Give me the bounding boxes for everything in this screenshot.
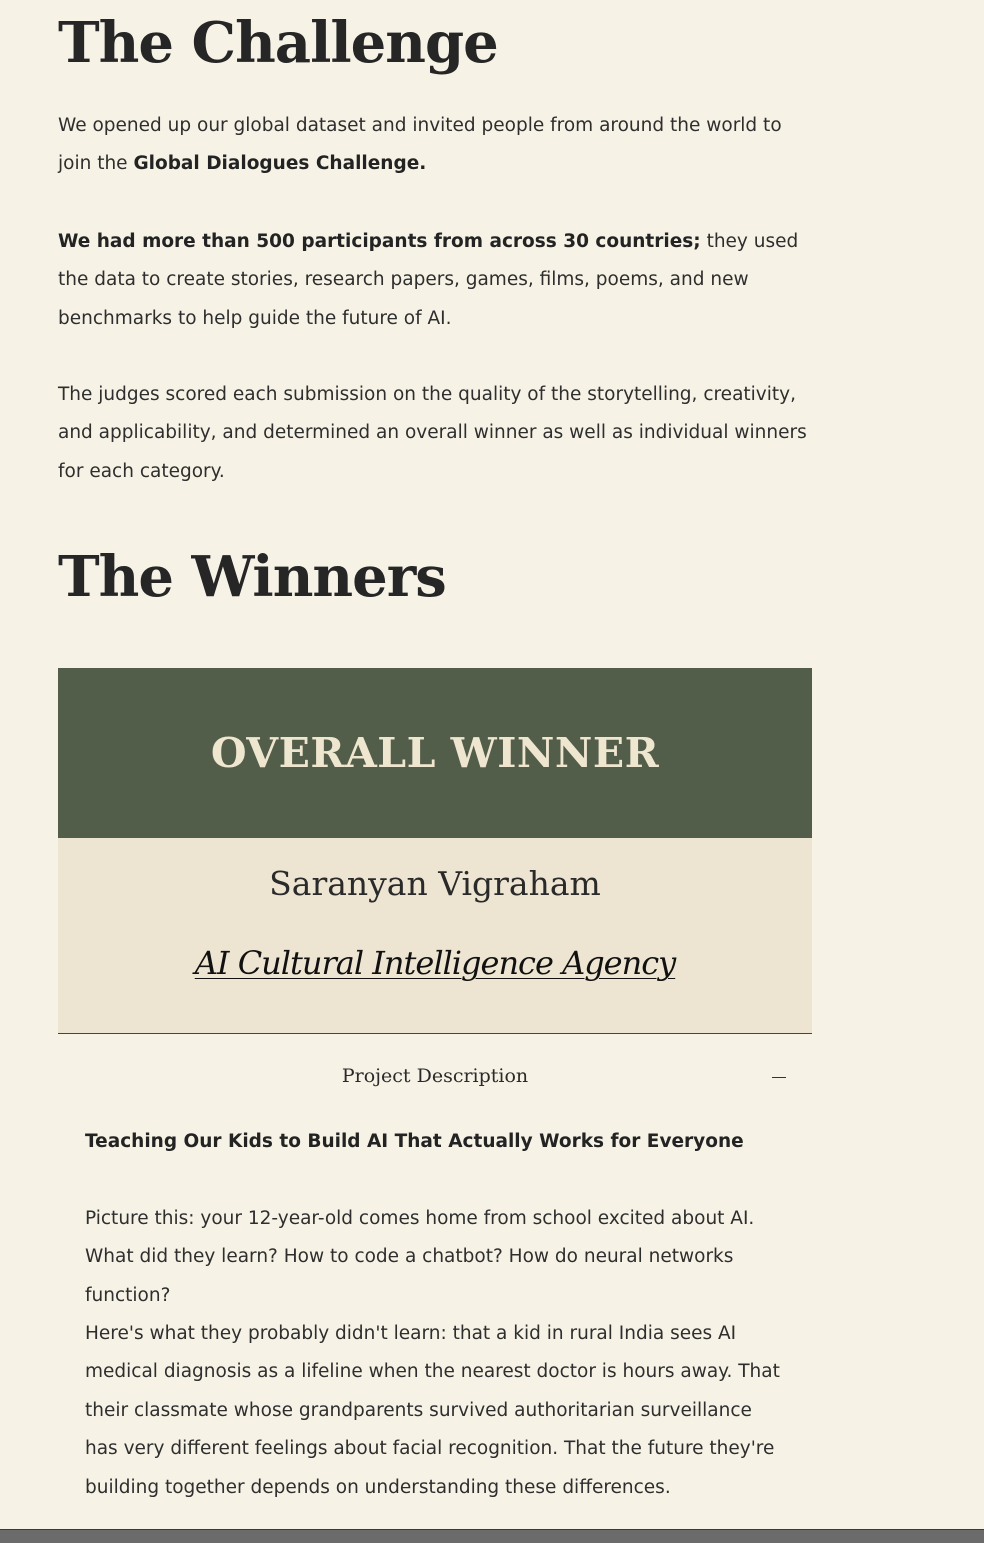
- participants-text: they used the data to create stories, research papers, games, films, poems, and new benchmarks to help guide the future of AI.: [58, 231, 799, 329]
- bottom-bar: [0, 1529, 984, 1543]
- overall-winner-badge: OVERALL WINNER: [210, 729, 660, 777]
- challenge-intro-paragraph: [58, 107, 818, 184]
- winner-project: [58, 944, 812, 982]
- overall-winner-card: [58, 668, 812, 1034]
- winner-name: Saranyan Vigraham: [269, 864, 601, 903]
- challenge-intro-text: We opened up our global dataset and invited people from around the world to join the: [58, 115, 782, 175]
- overall-winner-banner: [58, 668, 812, 838]
- participants-highlight: We had more than 500 participants from across 30 countries;: [58, 231, 701, 252]
- description-paragraph-2: Here's what they probably didn't learn: that a kid in rural India sees AI medical diagnosis as a lifeline when the nearest doctor is hours away. That their classmate whose grandparents survived authoritarian surveillance has very different feelings about facial recognition. That the future they're building together depends on understanding these differences.: [85, 1323, 780, 1498]
- participants-paragraph: [58, 223, 818, 338]
- description-heading: Teaching Our Kids to Build AI That Actually Works for Everyone: [85, 1131, 744, 1152]
- challenge-title: The Challenge: [58, 10, 498, 76]
- judging-paragraph: The judges scored each submission on the quality of the storytelling, creativity, and applicability, and determined an overall winner as well as individual winners for each category.: [58, 384, 807, 482]
- description-paragraph-1: Picture this: your 12-year-old comes home from school excited about AI. What did they learn? How to code a chatbot? How do neural networks function?: [85, 1208, 755, 1306]
- winner-details: [58, 838, 812, 1034]
- winners-title: The Winners: [58, 544, 446, 610]
- collapse-minus-icon[interactable]: [772, 1077, 786, 1078]
- project-description-toggle[interactable]: [58, 1060, 812, 1096]
- challenge-name: Global Dialogues Challenge.: [133, 153, 427, 175]
- project-description-label: Project Description: [341, 1065, 529, 1087]
- winner-project-link[interactable]: AI Cultural Intelligence Agency: [194, 944, 676, 982]
